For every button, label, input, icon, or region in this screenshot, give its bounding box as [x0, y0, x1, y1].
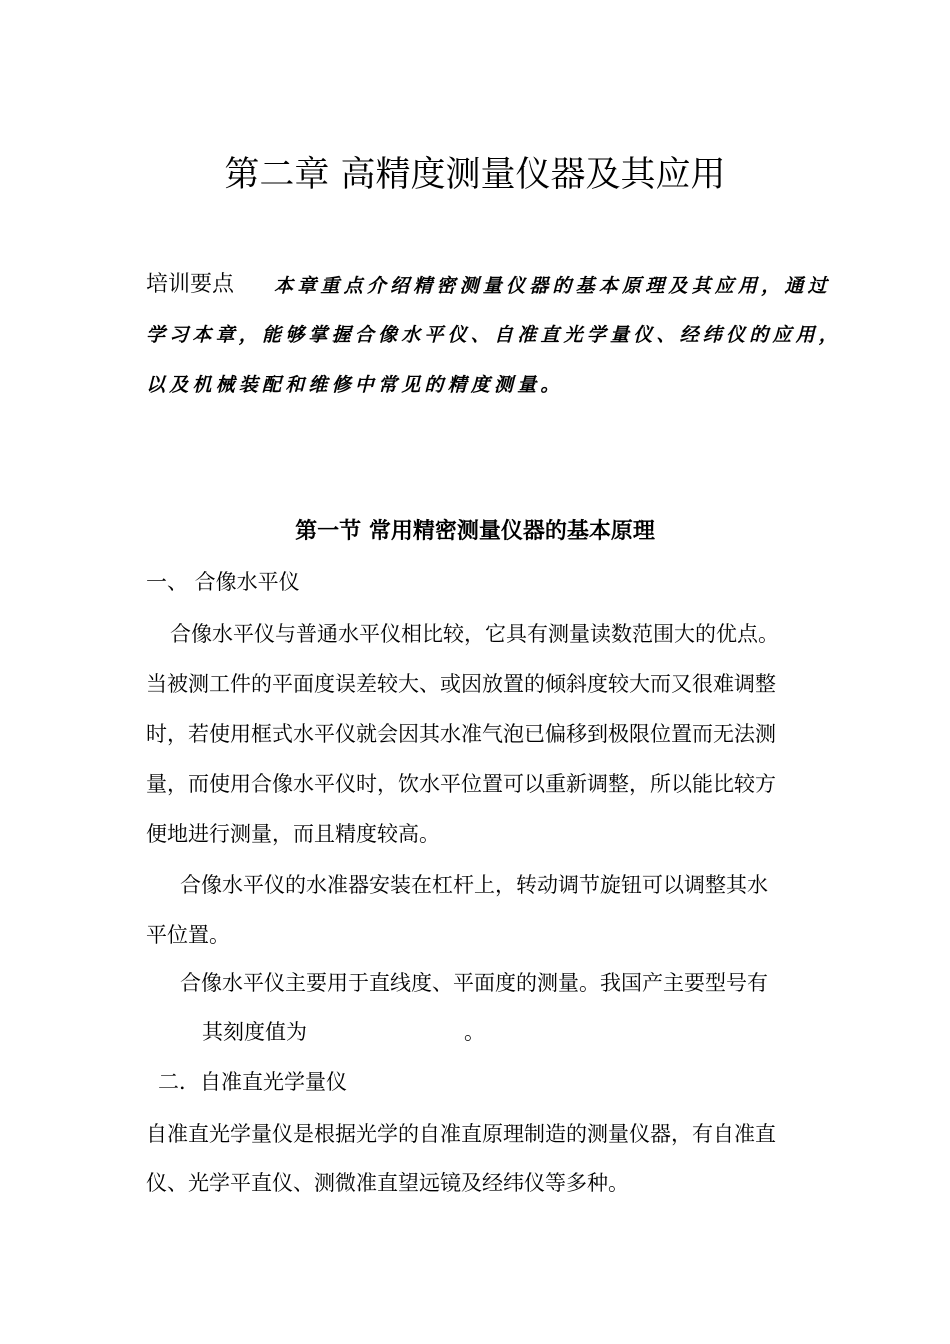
scale-value-label: 其刻度值为: [202, 1020, 307, 1044]
chapter-title: 第二章 高精度测量仪器及其应用: [224, 155, 726, 195]
paragraph-line: 便地进行测量，而且精度较高。: [146, 822, 440, 846]
paragraph-line: 合像水平仪与普通水平仪相比较，它具有测量读数范围大的优点。: [170, 622, 779, 646]
scale-value-end-mark: 。: [464, 1020, 485, 1044]
section-title: 第一节 常用精密测量仪器的基本原理: [295, 519, 655, 544]
paragraph-line: 当被测工件的平面度误差较大、或因放置的倾斜度较大而又很难调整: [146, 672, 776, 696]
paragraph-line: 合像水平仪主要用于直线度、平面度的测量。我国产主要型号有: [180, 971, 768, 995]
subsection-heading-level: 一、 合像水平仪: [146, 570, 300, 594]
paragraph-line: 量，而使用合像水平仪时，饮水平位置可以重新调整，所以能比较方: [146, 772, 776, 796]
training-points-label: 培训要点: [146, 272, 235, 297]
training-points-line-1: 本章重点介绍精密测量仪器的基本原理及其应用，通过: [274, 275, 831, 297]
paragraph-line: 仪、光学平直仪、测微准直望远镜及经纬仪等多种。: [146, 1171, 629, 1195]
subsection-heading-autocollimator: 二．自准直光学量仪: [158, 1070, 347, 1094]
paragraph-line: 合像水平仪的水准器安装在杠杆上，转动调节旋钮可以调整其水: [180, 873, 768, 897]
paragraph-line: 时，若使用框式水平仪就会因其水准气泡已偏移到极限位置而无法测: [146, 722, 776, 746]
training-points-line-3: 以及机械装配和维修中常见的精度测量。: [146, 374, 564, 396]
paragraph-line: 平位置。: [146, 923, 230, 947]
training-points-line-2: 学习本章，能够掌握合像水平仪、自准直光学量仪、经纬仪的应用，: [146, 324, 843, 346]
paragraph-line: 自准直光学量仪是根据光学的自准直原理制造的测量仪器，有自准直: [146, 1122, 776, 1146]
